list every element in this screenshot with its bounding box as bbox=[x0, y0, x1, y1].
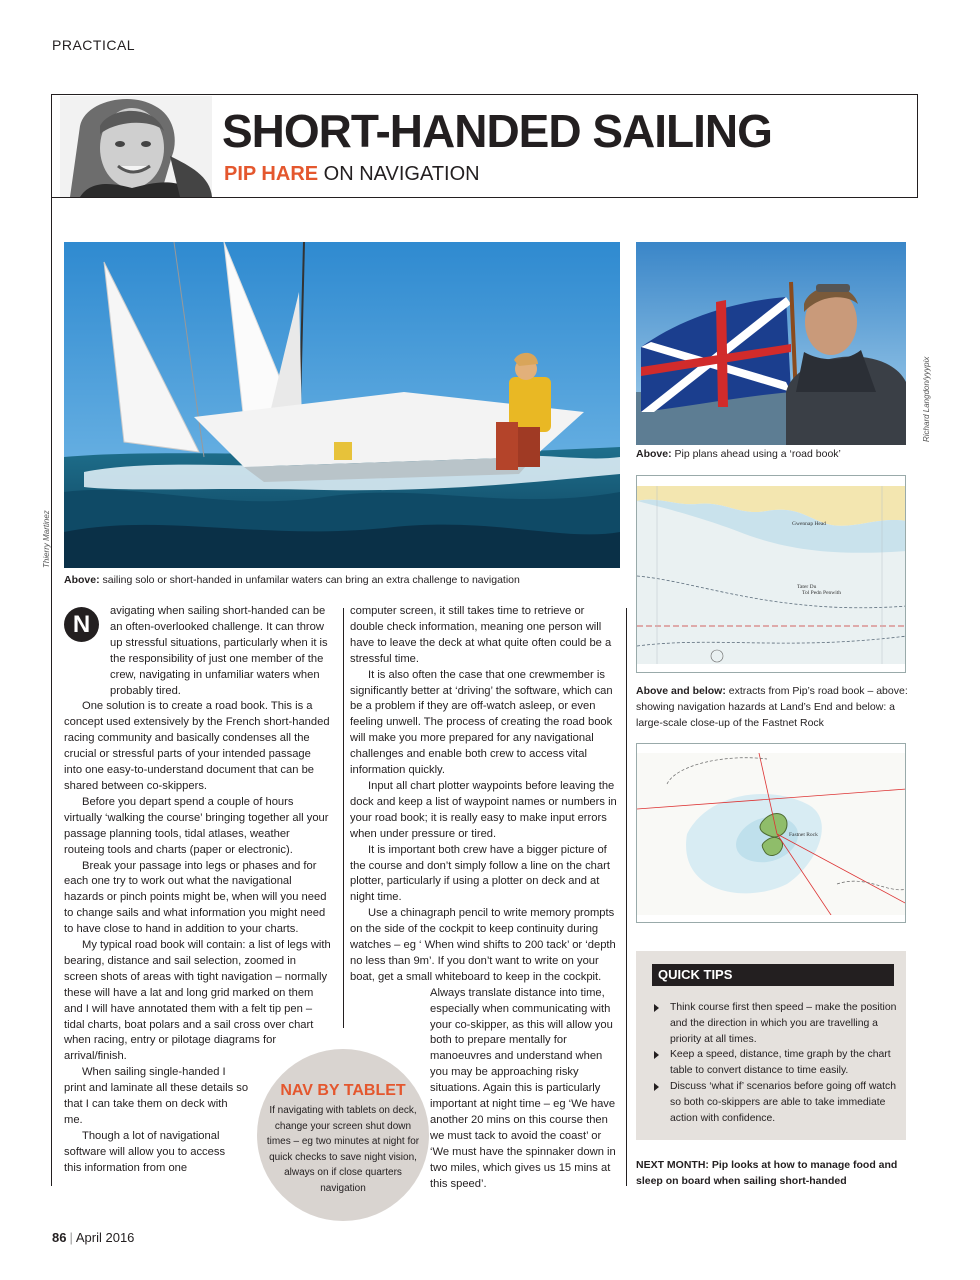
paragraph: Before you depart spend a couple of hours virtually ‘walking the course’ bringing together all your passage planning tools, tidal atlases, weather routeing tools and charts (paper or electronic). bbox=[64, 795, 329, 856]
lands-end-chart bbox=[636, 475, 906, 673]
frame-left-rule bbox=[51, 94, 52, 1186]
paragraph: When sailing single-handed I print and laminate all these details so that I can take them on deck with me. bbox=[64, 1066, 249, 1126]
subhead-topic: ON NAVIGATION bbox=[323, 163, 480, 185]
nav-tablet-title: NAV BY TABLET bbox=[280, 1082, 406, 1099]
list-item bbox=[652, 1047, 898, 1079]
caption-text: Pip plans ahead using a ‘road book’ bbox=[671, 448, 841, 460]
pip-flag-photo bbox=[636, 242, 906, 445]
photo-credit-right: Richard Langdon/yyypix bbox=[922, 356, 931, 442]
tip-text: Keep a speed, distance, time graph by the chart table to convert distance to time easily. bbox=[670, 1049, 891, 1077]
paragraph: It is also often the case that one crewmember is significantly better at ‘driving’ the software, which can be a problem if they are off-watch asleep, or even feeling unwell. The process of creating the road book will make you more prepared for any navigational challenges and enable both crew to access vital information quickly. bbox=[350, 668, 613, 777]
nav-tablet-text: If navigating with tablets on deck, change your screen shut down times – eg two minutes at night for quick checks to save night vision, always on if close quarters navigation bbox=[266, 1105, 420, 1194]
caption-label: Above: bbox=[636, 448, 672, 460]
charts-caption bbox=[636, 683, 916, 731]
caption-label: Above: bbox=[64, 574, 100, 586]
paragraph: One solution is to create a road book. This is a concept used extensively by the French short-handed racing community and basically condenses all the crucial or stressful parts of your intended passage into one easy-to-understand document that can be shared between co-skippers. bbox=[64, 700, 330, 792]
article-subhead bbox=[224, 163, 480, 186]
paragraph: My typical road book will contain: a list of legs with bearing, distance and sail selection, zoomed in screen shots of areas with tight navigation – normally these will have a lat and long grid marked on them and I will have annotated them with a felt tip pen – tidal charts, boat polars and a sail cross over chart when racing, entry or pilotage diagrams for arrival/finish. bbox=[64, 939, 331, 1063]
tip-text: Discuss ‘what if’ scenarios before going off watch so both co-skippers are able to take immediate action with confidence. bbox=[670, 1080, 897, 1124]
bullet-arrow-icon bbox=[654, 1051, 659, 1059]
quick-tips-title: QUICK TIPS bbox=[652, 964, 894, 986]
drop-cap: N bbox=[64, 607, 99, 642]
header-bottom-rule bbox=[51, 197, 918, 198]
paragraph: computer screen, it still takes time to retrieve or double check information, meaning one person will have to leave the deck at what quite often could be a stressful time. bbox=[350, 605, 612, 665]
article-headline: SHORT-HANDED SAILING bbox=[222, 105, 772, 157]
main-photo-caption bbox=[64, 572, 620, 588]
issue-date: April 2016 bbox=[75, 1230, 135, 1245]
caption-text: extracts from Pip’s road book – above: showing navigation hazards at Land’s End and below: a large-scale close-up of the Fastnet Rock bbox=[636, 685, 908, 729]
chart-label: Gwennap Head bbox=[792, 521, 827, 527]
chart-label: Tol Pedn Penwith bbox=[802, 590, 842, 596]
fastnet-rock-chart bbox=[636, 743, 906, 923]
quick-tips-list bbox=[652, 1000, 898, 1126]
page-footer bbox=[52, 1230, 134, 1245]
paragraph: Input all chart plotter waypoints before leaving the dock and keep a list of waypoint names or numbers in your road book; it is really easy to make input errors when under pressure or tired. bbox=[350, 779, 617, 840]
paragraph: It is important both crew have a bigger picture of the course and don’t simply follow a line on the chart plotter, particularly if using a plotter on deck and at night time. bbox=[350, 843, 610, 904]
chart-label: Fastnet Rock bbox=[789, 832, 818, 838]
caption-text: sailing solo or short-handed in unfamilar waters can bring an extra challenge to navigation bbox=[99, 574, 520, 586]
main-sailing-photo bbox=[64, 242, 620, 568]
bullet-arrow-icon bbox=[654, 1004, 659, 1012]
next-month-teaser: NEXT MONTH: Pip looks at how to manage food and sleep on board when sailing short-handed bbox=[636, 1159, 898, 1187]
author-portrait bbox=[60, 96, 212, 197]
column-rule bbox=[626, 608, 627, 1186]
caption-label: Above and below: bbox=[636, 685, 726, 697]
tip-text: Think course first then speed – make the position and the direction in which you are travelling a priority at all times. bbox=[670, 1002, 897, 1045]
paragraph: Always translate distance into time, especially when communicating with your co-skipper, as this will allow you both to prepare mentally for manoeuvres and understand when you may be approaching risky situations. Again this is particularly important at night time – eg ‘We have another 20 mins on this course then we must tack to avoid the coast’ or ‘We must have the spinnaker down in two miles, which gives us 15 mins at this speed’. bbox=[430, 986, 616, 1190]
right-photo-caption bbox=[636, 446, 906, 462]
chart-label: Tater Du bbox=[797, 584, 817, 590]
page-number: 86 bbox=[52, 1230, 67, 1245]
frame-top-rule bbox=[51, 94, 918, 95]
list-item bbox=[652, 1000, 898, 1047]
footer-separator: | bbox=[69, 1230, 73, 1245]
paragraph: Use a chinagraph pencil to write memory prompts on the side of the cockpit to keep continuity during watches – eg ‘ When wind shifts to 200 tack’ or ‘depth no less than 9m’. If you don’t want to write on your boat, get a small whiteboard to keep in the cockpit. bbox=[350, 907, 616, 983]
frame-right-rule bbox=[917, 94, 918, 198]
paragraph: avigating when sailing short-handed can be an often-overlooked challenge. It can throw up stressful situations, particularly when it is the responsibility of just one member of the crew, navigating in unfamiliar waters when probably tired. bbox=[110, 605, 328, 697]
photo-credit-left: Thierry Martinez bbox=[42, 510, 51, 568]
column-rule bbox=[343, 608, 344, 1028]
author-name: PIP HARE bbox=[224, 163, 319, 185]
list-item bbox=[652, 1079, 898, 1126]
paragraph: Break your passage into legs or phases and for each one try to work out what the navigational hazards or pinch points might be, when will you need to change sails and what information you might need to have close to hand in addition to your charts. bbox=[64, 859, 327, 936]
paragraph: Though a lot of navigational software will allow you to access this information from one bbox=[64, 1129, 226, 1174]
bullet-arrow-icon bbox=[654, 1083, 659, 1091]
section-label: PRACTICAL bbox=[52, 37, 136, 53]
